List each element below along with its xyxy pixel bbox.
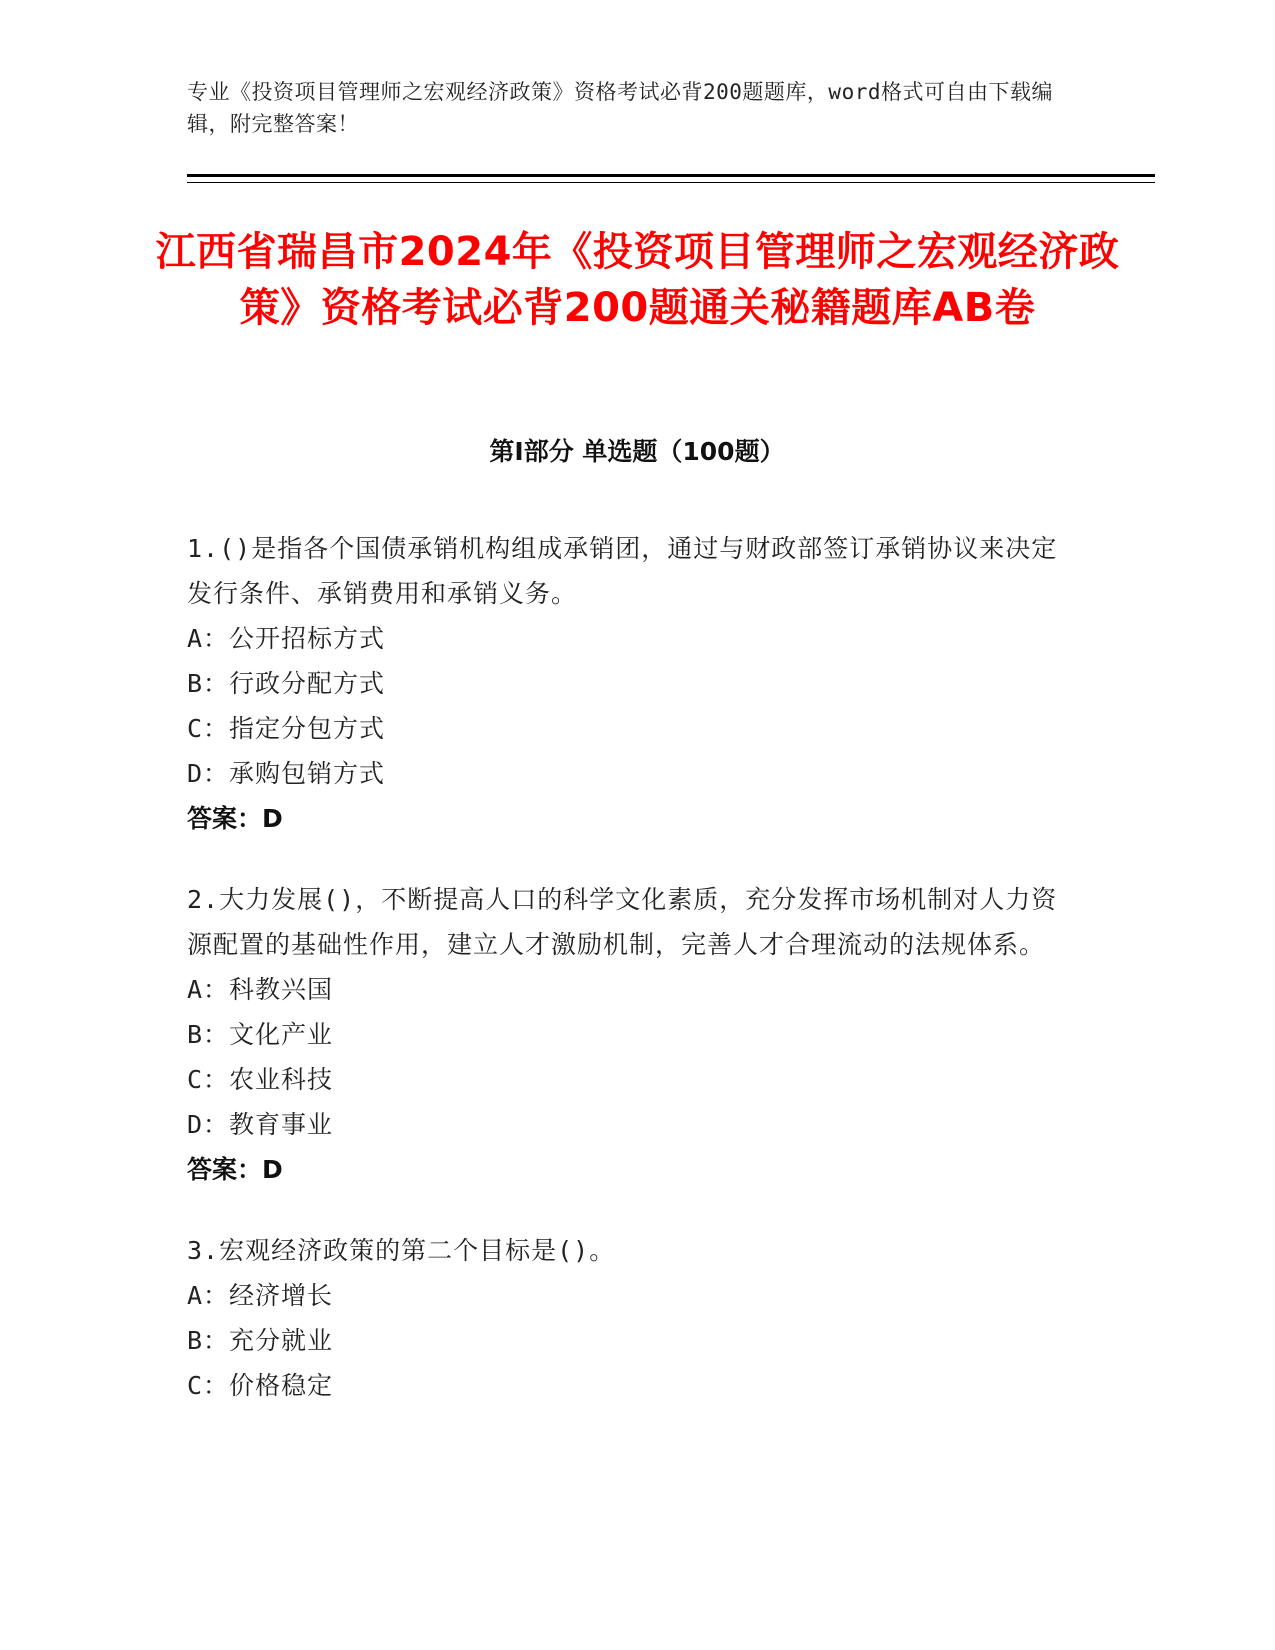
question-stem: 3.宏观经济政策的第二个目标是()。 bbox=[187, 1236, 616, 1265]
header-note: 专业《投资项目管理师之宏观经济政策》资格考试必背200题题库，word格式可自由下载编辑，附完整答案！ bbox=[187, 80, 1053, 136]
question-3 bbox=[187, 1228, 1067, 1408]
question-list bbox=[187, 526, 1067, 1444]
section-title: 第I部分 单选题（100题） bbox=[489, 437, 785, 466]
option-c: C：指定分包方式 bbox=[187, 714, 386, 743]
option-a: A：经济增长 bbox=[187, 1281, 334, 1310]
question-1 bbox=[187, 526, 1067, 841]
option-a: A：公开招标方式 bbox=[187, 624, 386, 653]
option-c: C：价格稳定 bbox=[187, 1371, 334, 1400]
option-a: A：科教兴国 bbox=[187, 975, 334, 1004]
option-b: B：行政分配方式 bbox=[187, 669, 386, 698]
answer-line: 答案：D bbox=[187, 804, 283, 833]
header-rule-thick bbox=[187, 174, 1155, 177]
answer-line: 答案：D bbox=[187, 1155, 283, 1184]
question-stem: 1.()是指各个国债承销机构组成承销团，通过与财政部签订承销协议来决定发行条件、承销费用和承销义务。 bbox=[187, 534, 1058, 608]
option-c: C：农业科技 bbox=[187, 1065, 334, 1094]
header-rule-thin bbox=[187, 182, 1155, 183]
option-b: B：文化产业 bbox=[187, 1020, 334, 1049]
option-d: D：教育事业 bbox=[187, 1110, 334, 1139]
option-b: B：充分就业 bbox=[187, 1326, 334, 1355]
document-title: 江西省瑞昌市2024年《投资项目管理师之宏观经济政策》资格考试必背200题通关秘籍题库AB卷 bbox=[155, 229, 1120, 331]
question-2 bbox=[187, 877, 1067, 1192]
question-stem: 2.大力发展()，不断提高人口的科学文化素质，充分发挥市场机制对人力资源配置的基础性作用，建立人才激励机制，完善人才合理流动的法规体系。 bbox=[187, 885, 1058, 959]
option-d: D：承购包销方式 bbox=[187, 759, 386, 788]
